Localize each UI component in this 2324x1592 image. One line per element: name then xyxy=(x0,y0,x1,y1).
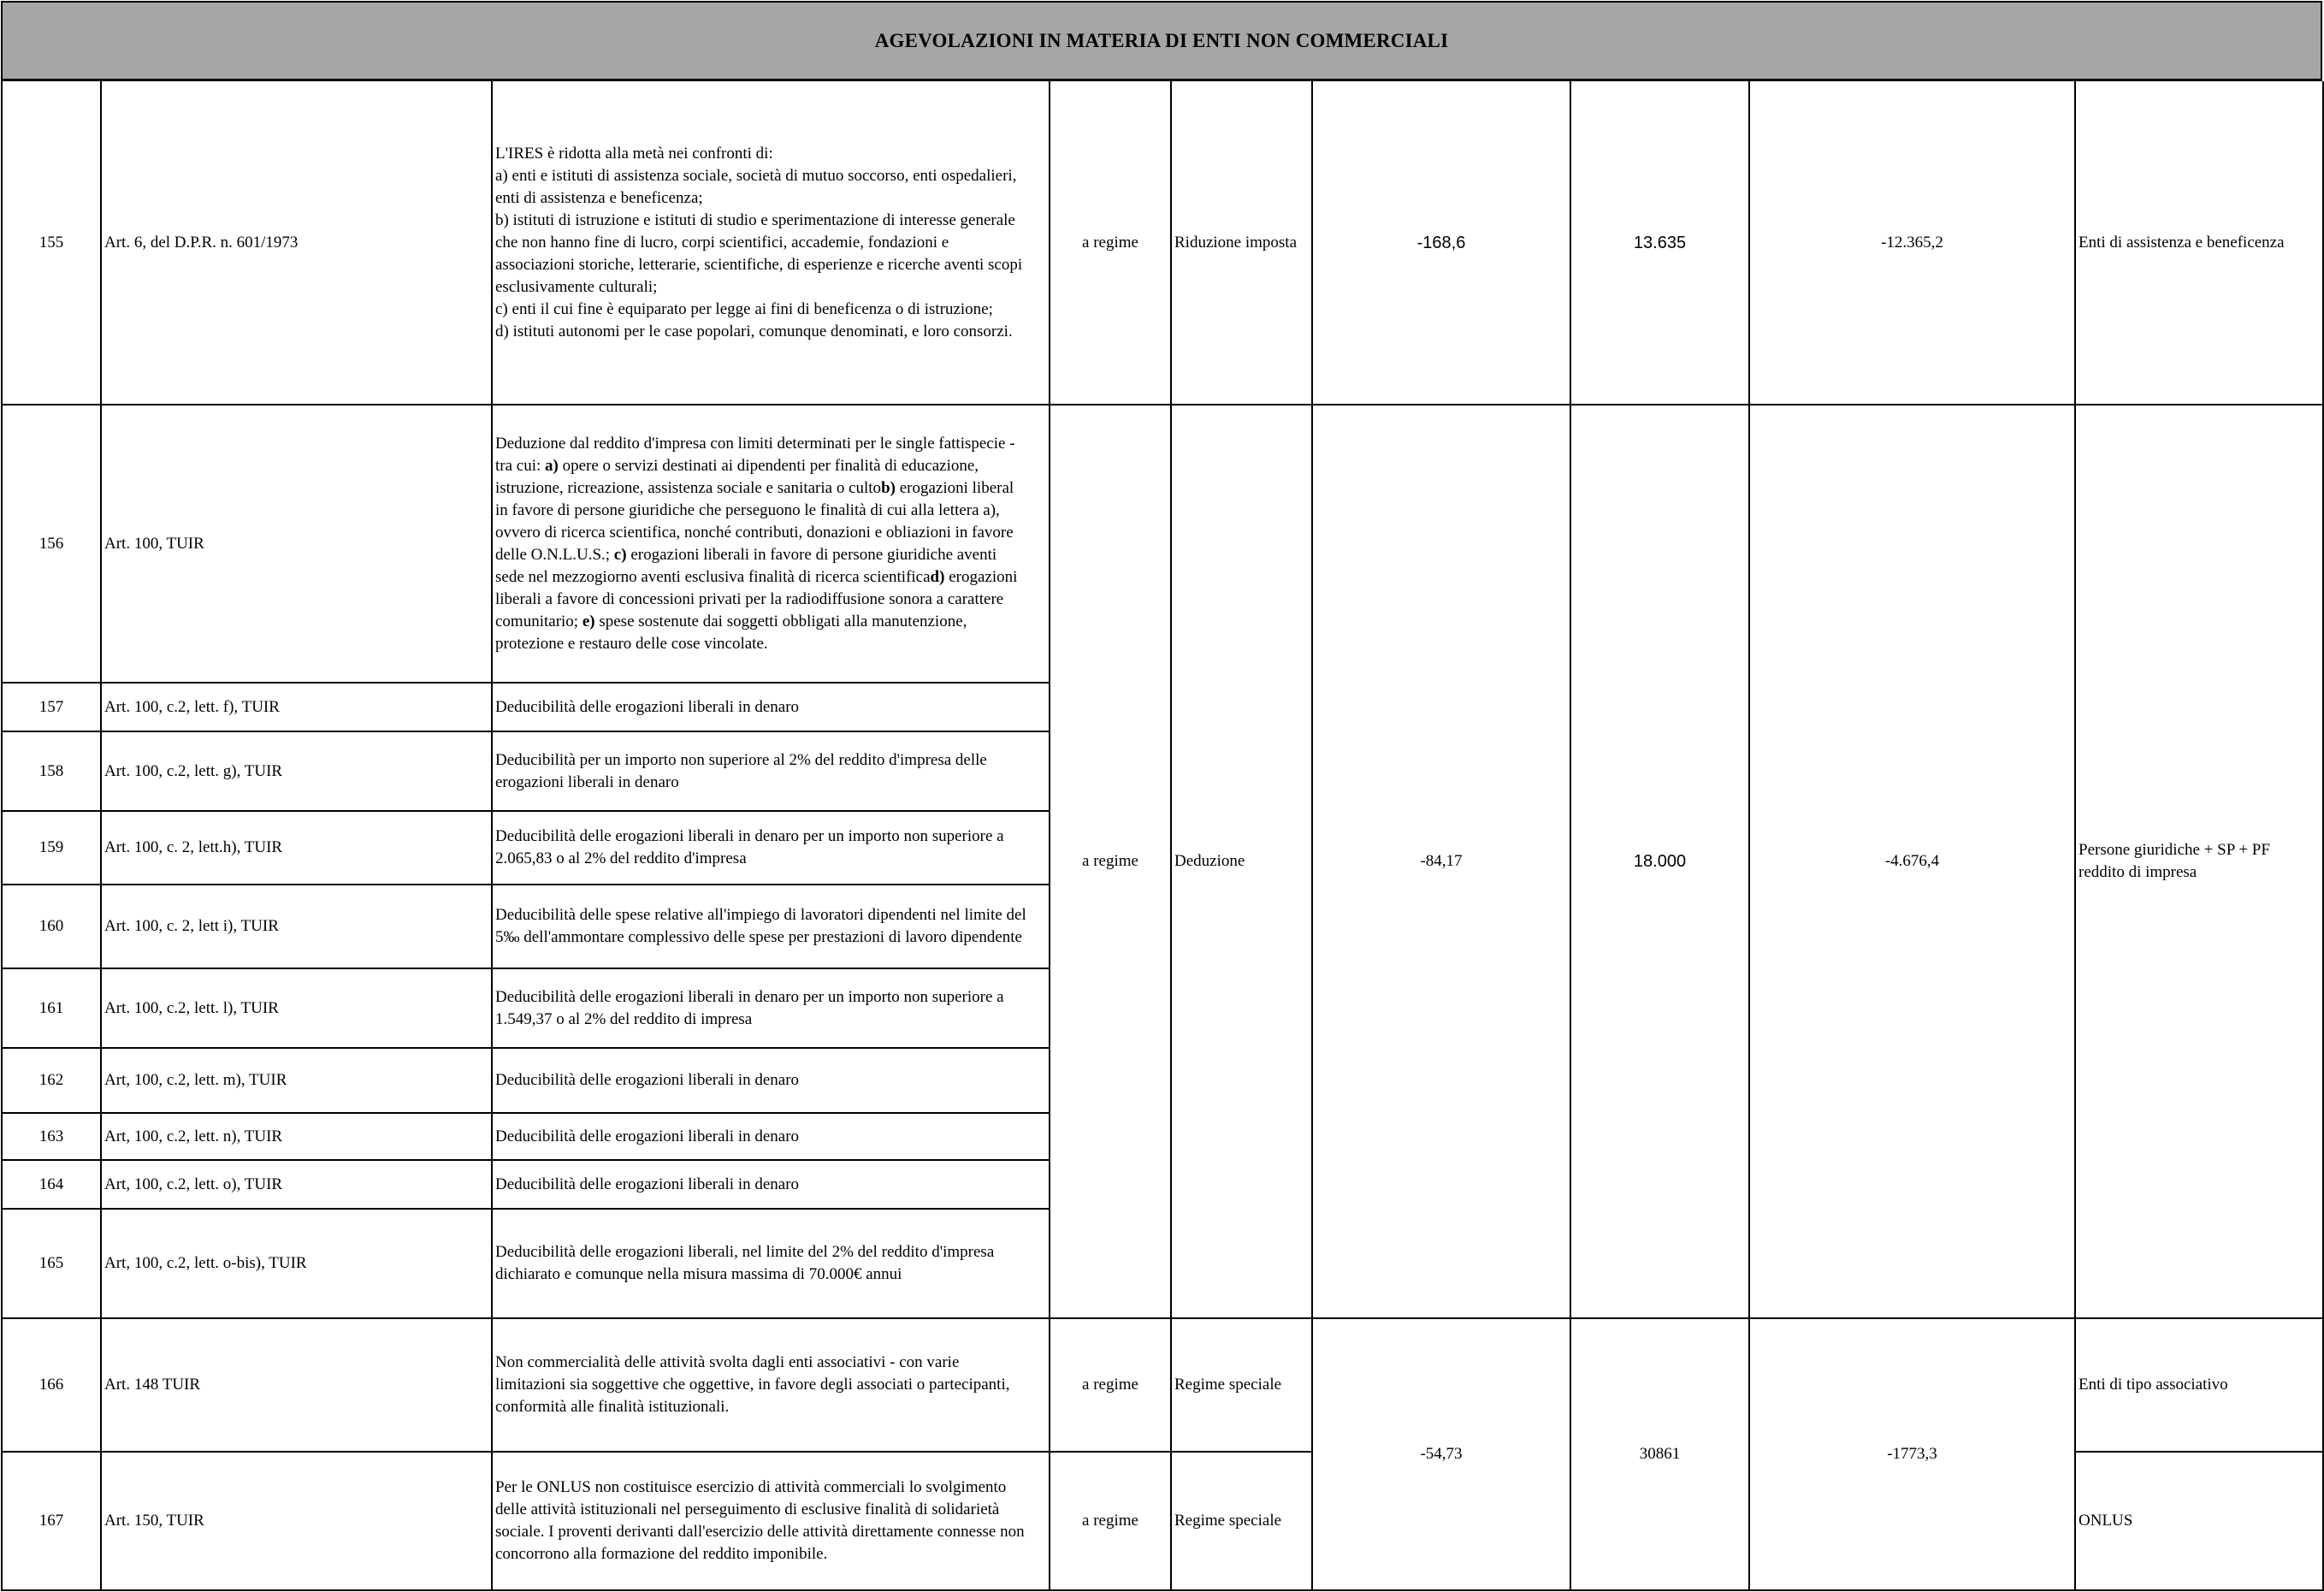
row-description: Deducibilità delle erogazioni liberali in denaro per un importo non superiore a 2.065,83 o al 2% del reddito d'impresa xyxy=(493,812,1050,885)
value-cell-1: -168,6 xyxy=(1313,81,1571,405)
row-number: 158 xyxy=(3,732,102,812)
beneficiari-cell: Enti di tipo associativo xyxy=(2076,1319,2324,1453)
row-number: 156 xyxy=(3,405,102,684)
value-cell-3: -4.676,4 xyxy=(1750,405,2076,1319)
table-title: AGEVOLAZIONI IN MATERIA DI ENTI NON COMMERCIALI xyxy=(874,29,1449,51)
value-cell-3: -12.365,2 xyxy=(1750,81,2076,405)
value-cell-3: -1773,3 xyxy=(1750,1319,2076,1591)
value-cell-1: -54,73 xyxy=(1313,1319,1571,1591)
row-norma: Art. 100, c. 2, lett i), TUIR xyxy=(102,885,493,969)
row-description xyxy=(493,405,1050,684)
agevolazioni-table xyxy=(1,80,2322,1591)
value-cell-2: 13.635 xyxy=(1571,81,1750,405)
row-number: 159 xyxy=(3,812,102,885)
row-number: 160 xyxy=(3,885,102,969)
row-number: 165 xyxy=(3,1210,102,1319)
row-norma: Art, 100, c.2, lett. n), TUIR xyxy=(102,1114,493,1161)
row-number: 167 xyxy=(3,1453,102,1591)
tipo-cell: Regime speciale xyxy=(1172,1319,1313,1453)
row-description: Deducibilità delle erogazioni liberali in denaro xyxy=(493,1161,1050,1210)
durata-cell: a regime xyxy=(1050,1319,1172,1453)
durata-cell: a regime xyxy=(1050,81,1172,405)
tipo-cell: Riduzione imposta xyxy=(1172,81,1313,405)
row-norma: Art, 100, c.2, lett. m), TUIR xyxy=(102,1049,493,1114)
row-norma: Art. 100, c.2, lett. g), TUIR xyxy=(102,732,493,812)
row-description: Deducibilità delle erogazioni liberali in denaro xyxy=(493,1114,1050,1161)
row-norma: Art. 148 TUIR xyxy=(102,1319,493,1453)
row-norma: Art, 100, c.2, lett. o-bis), TUIR xyxy=(102,1210,493,1319)
value-cell-2: 18.000 xyxy=(1571,405,1750,1319)
row-description: L'IRES è ridotta alla metà nei confronti di: a) enti e istituti di assistenza sociale, società di mutuo soccorso, enti ospedalieri, enti di assistenza e beneficenza; b) istituti di istruzione e istituti di studio e sperimentazione di interesse generale che non hanno fine di lucro, corpi scientifici, accademie, fondazioni e associazioni storiche, letterarie, scientifiche, di esperienze e ricerche aventi scopi esclusivamente culturali; c) enti il cui fine è equiparato per legge ai fini di beneficenza o di istruzione; d) istituti autonomi per le case popolari, comunque denominati, e loro consorzi. xyxy=(493,81,1050,405)
row-number: 166 xyxy=(3,1319,102,1453)
row-number: 157 xyxy=(3,684,102,732)
durata-cell: a regime xyxy=(1050,1453,1172,1591)
row-norma: Art. 150, TUIR xyxy=(102,1453,493,1591)
desc-text: erogazioni liberali in favore di persone giuridiche aventi sede nel mezzogiorno aventi esclusiva finalità di ricerca scientifica xyxy=(495,545,997,586)
desc-letter: e) xyxy=(582,612,595,630)
row-description: Deducibilità delle erogazioni liberali, nel limite del 2% del reddito d'impresa dichiarato e comunque nella misura massima di 70.000€ annui xyxy=(493,1210,1050,1319)
desc-letter: c) xyxy=(613,545,627,564)
row-number: 161 xyxy=(3,969,102,1049)
table-title-bar xyxy=(1,1,2322,80)
desc-text: Deduzione dal reddito d'impresa con limiti determinati per le single fattispecie - tra cui: xyxy=(495,434,1015,475)
desc-letter: b) xyxy=(881,478,896,497)
desc-letter: d) xyxy=(930,567,945,586)
beneficiari-cell: Enti di assistenza e beneficenza xyxy=(2076,81,2324,405)
row-description: Deducibilità delle erogazioni liberali in denaro xyxy=(493,684,1050,732)
desc-text: erogazioni liberali a favore di concessioni privati per la radiodiffusione sonora a carattere comunitario; xyxy=(495,567,1018,630)
value-cell-1: -84,17 xyxy=(1313,405,1571,1319)
tipo-cell: Regime speciale xyxy=(1172,1453,1313,1591)
desc-text: opere o servizi destinati ai dipendenti per finalità di educazione, istruzione, ricreazione, assistenza sociale e sanitaria o culto xyxy=(495,456,979,497)
row-description: Deducibilità delle erogazioni liberali in denaro xyxy=(493,1049,1050,1114)
row-norma: Art, 100, c.2, lett. o), TUIR xyxy=(102,1161,493,1210)
beneficiari-cell: Persone giuridiche + SP + PF reddito di impresa xyxy=(2076,405,2324,1319)
row-norma: Art. 100, TUIR xyxy=(102,405,493,684)
durata-cell: a regime xyxy=(1050,405,1172,1319)
row-number: 162 xyxy=(3,1049,102,1114)
row-description: Per le ONLUS non costituisce esercizio di attività commerciali lo svolgimento delle attività istituzionali nel perseguimento di esclusive finalità di solidarietà sociale. I proventi derivanti dall'esercizio delle attività direttamente connesse non concorrono alla formazione del reddito imponibile. xyxy=(493,1453,1050,1591)
row-description: Non commercialità delle attività svolta dagli enti associativi - con varie limitazioni sia soggettive che oggettive, in favore degli associati o partecipanti, conformità alle finalità istituzionali. xyxy=(493,1319,1050,1453)
value-cell-2: 30861 xyxy=(1571,1319,1750,1591)
row-norma: Art. 100, c.2, lett. l), TUIR xyxy=(102,969,493,1049)
row-description: Deducibilità delle erogazioni liberali in denaro per un importo non superiore a 1.549,37 o al 2% del reddito di impresa xyxy=(493,969,1050,1049)
row-number: 155 xyxy=(3,81,102,405)
row-number: 164 xyxy=(3,1161,102,1210)
row-description: Deducibilità per un importo non superiore al 2% del reddito d'impresa delle erogazioni liberali in denaro xyxy=(493,732,1050,812)
desc-text: erogazioni liberal in favore di persone giuridiche che perseguono le finalità di cui alla lettera a), ovvero di ricerca scientifica, nonché contributi, donazioni e obliazioni in favore delle O.N.L.U.S.; xyxy=(495,478,1014,564)
row-description: Deducibilità delle spese relative all'impiego di lavoratori dipendenti nel limite del 5‰ dell'ammontare complessivo delle spese per prestazioni di lavoro dipendente xyxy=(493,885,1050,969)
desc-text: spese sostenute dai soggetti obbligati alla manutenzione, protezione e restauro delle cose vincolate. xyxy=(495,612,967,653)
row-norma: Art. 6, del D.P.R. n. 601/1973 xyxy=(102,81,493,405)
desc-letter: a) xyxy=(545,456,559,475)
row-norma: Art. 100, c.2, lett. f), TUIR xyxy=(102,684,493,732)
row-norma: Art. 100, c. 2, lett.h), TUIR xyxy=(102,812,493,885)
tipo-cell: Deduzione xyxy=(1172,405,1313,1319)
row-number: 163 xyxy=(3,1114,102,1161)
beneficiari-cell: ONLUS xyxy=(2076,1453,2324,1591)
